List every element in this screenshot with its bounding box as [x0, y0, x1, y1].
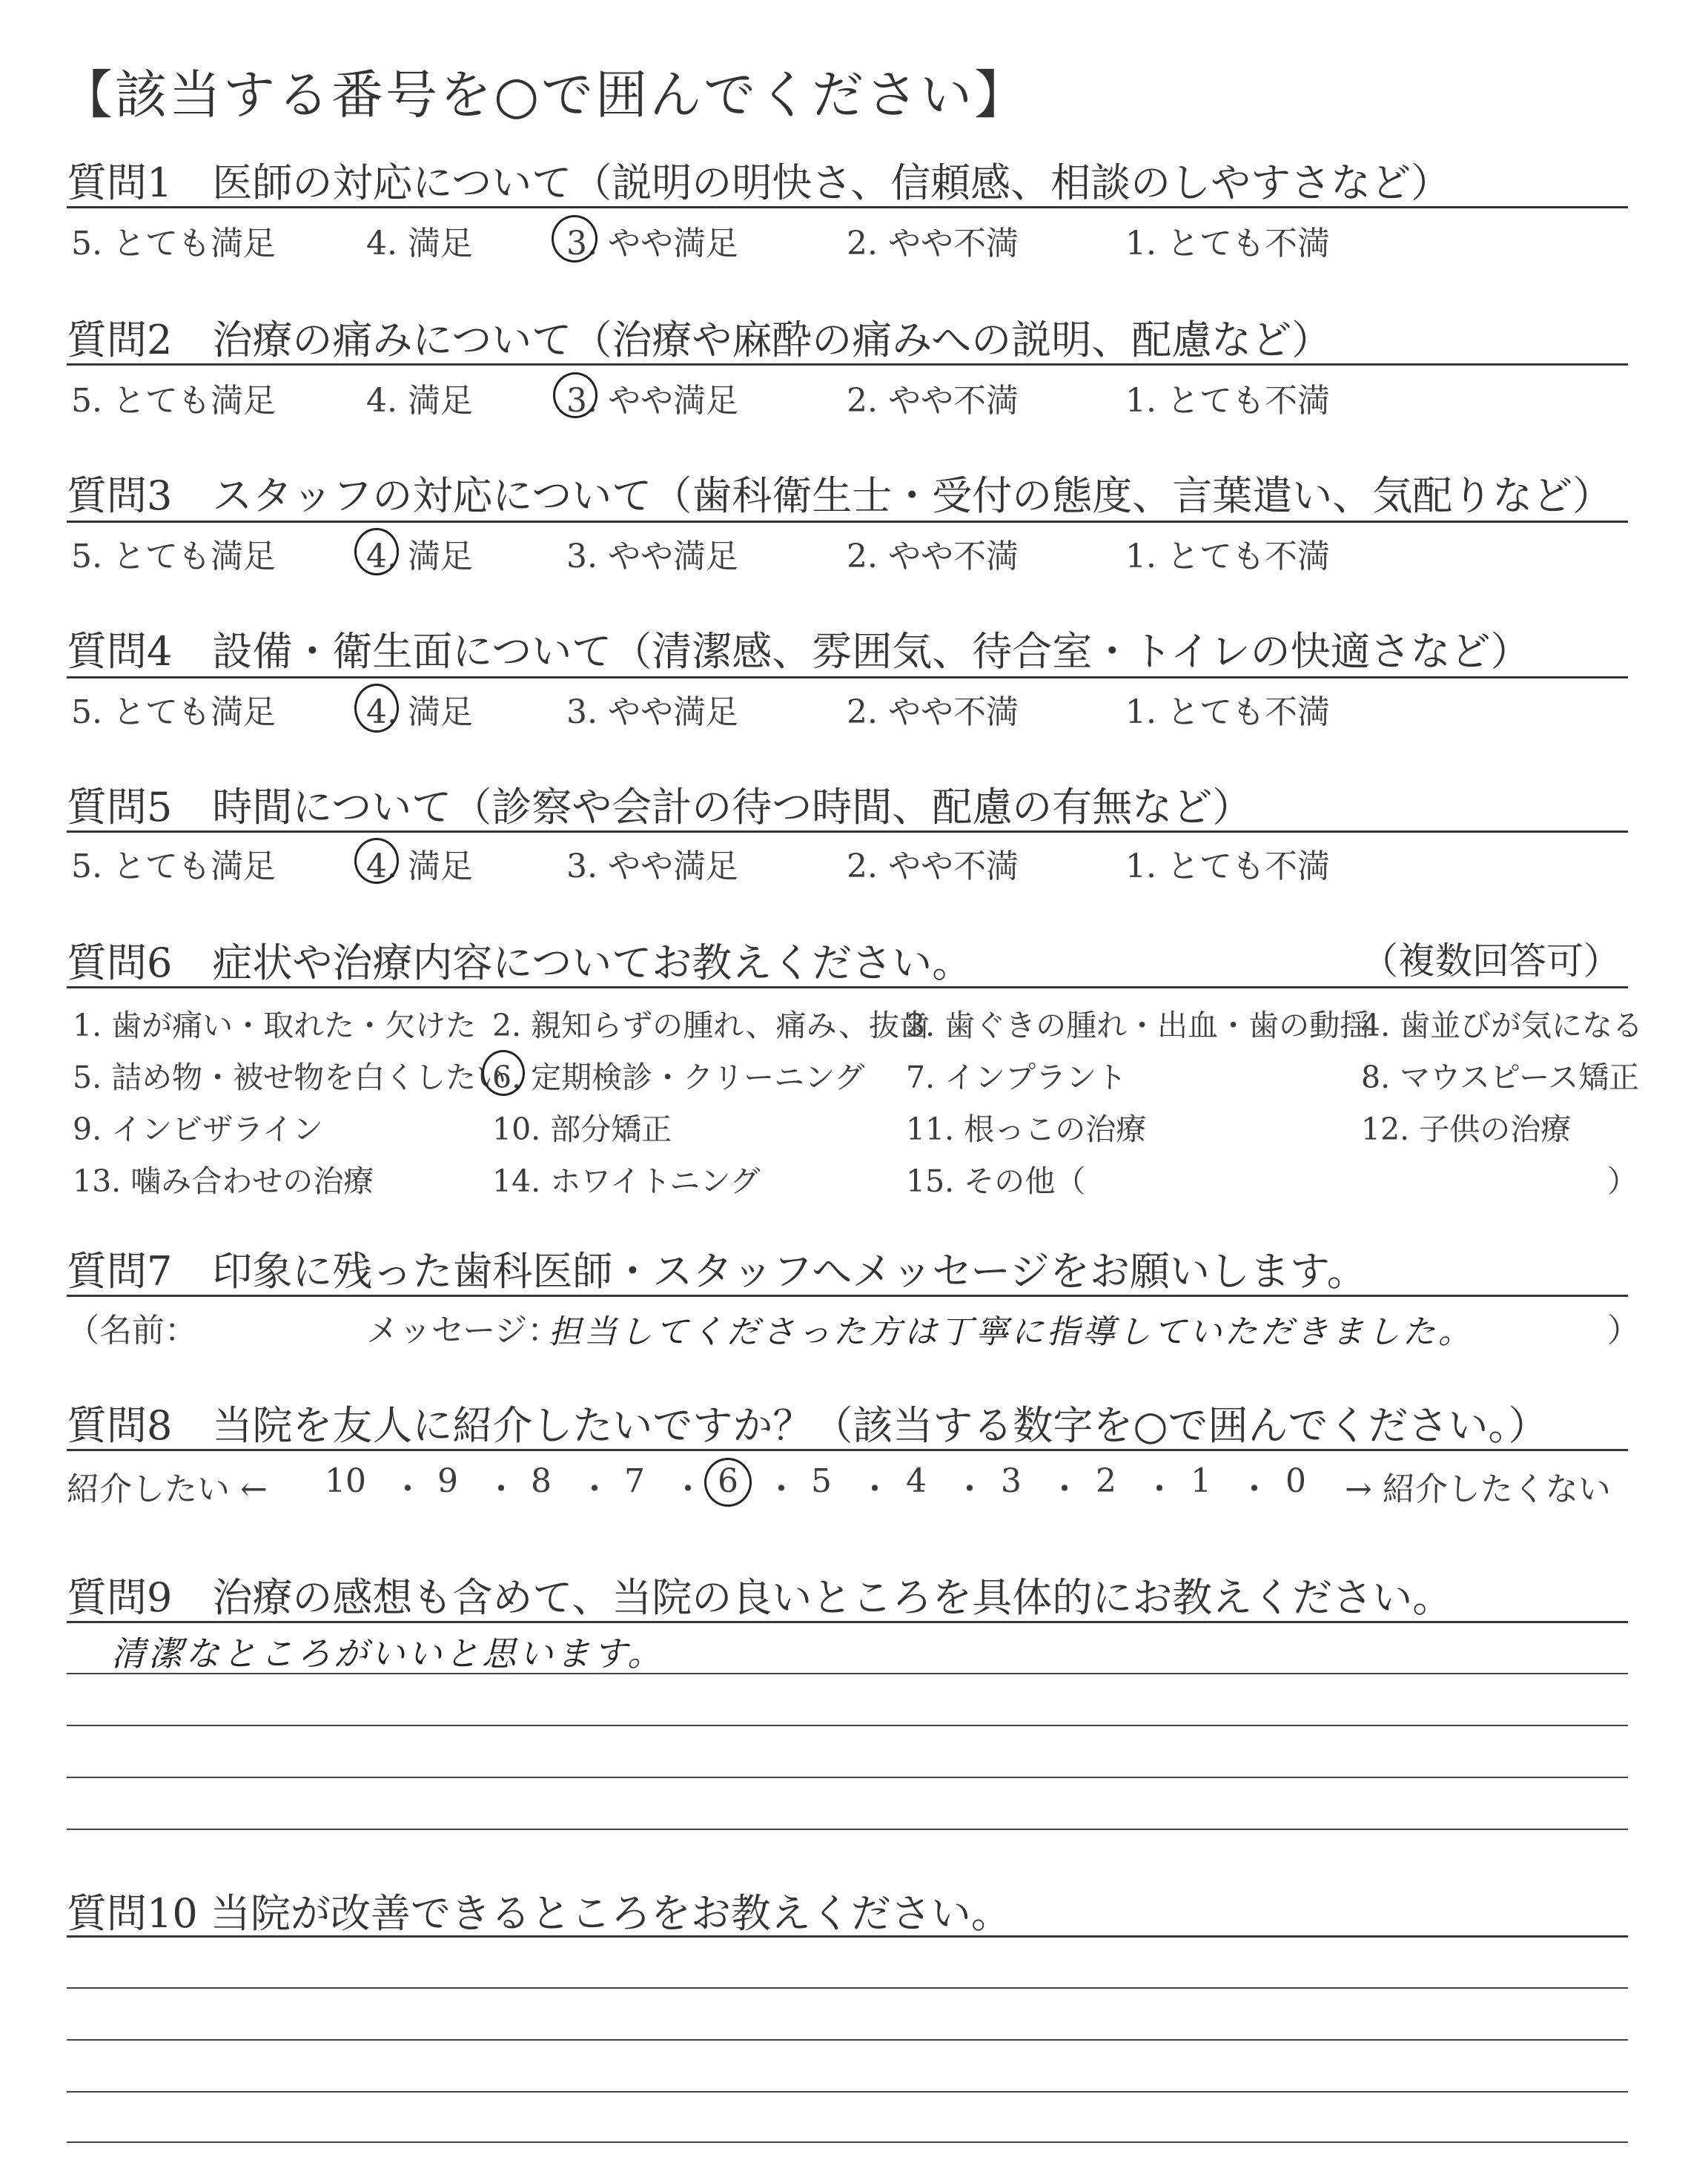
symptom-option-other[interactable]: 15. その他（ [906, 1163, 1086, 1199]
symptom-option[interactable]: 7. インプラント [906, 1060, 1128, 1095]
scale-7[interactable]: 7 [624, 1462, 645, 1500]
symptom-option[interactable]: 13. 噛み合わせの治療 [73, 1163, 374, 1199]
question-title: 質問7 印象に残った歯科医師・スタッフへメッセージをお願いします。 [67, 1248, 1367, 1295]
selection-circle [354, 684, 399, 733]
selection-circle [354, 528, 399, 575]
multiple-answers-note: （複数回答可） [1361, 939, 1621, 982]
option-3[interactable]: 3. やや満足 [566, 848, 738, 885]
selection-circle [553, 372, 598, 418]
symptom-option[interactable]: 4. 歯並びが気になる [1361, 1008, 1644, 1043]
selection-circle [482, 1050, 525, 1096]
option-5[interactable]: 5. とても満足 [71, 382, 276, 420]
scale-dot: ・ [765, 1470, 798, 1508]
recommend-left-label: 紹介したい ← [67, 1470, 268, 1508]
answer-line [67, 1829, 1628, 1830]
divider [67, 986, 1628, 988]
option-3[interactable]: 3. やや満足 [566, 538, 738, 575]
divider [67, 1449, 1628, 1451]
answer-line [67, 1987, 1628, 1989]
question-title: 質問10 当院が改善できるところをお教えください。 [67, 1890, 1011, 1937]
handwritten-message[interactable]: 担当してくださった方は丁寧に指導していただきました。 [549, 1313, 1474, 1351]
answer-line [67, 2039, 1628, 2041]
symptom-option[interactable]: 11. 根っこの治療 [906, 1112, 1147, 1147]
answer-line [67, 1725, 1628, 1726]
question-title: 質問3 スタッフの対応について（歯科衛生士・受付の態度、言葉遣い、気配りなど） [67, 472, 1613, 519]
question-title: 質問6 症状や治療内容についてお教えください。 [67, 939, 973, 986]
question-title: 質問9 治療の感想も含めて、当院の良いところを具体的にお教えください。 [67, 1574, 1453, 1621]
question-title: 質問5 時間について（診察や会計の待つ時間、配慮の有無など） [67, 784, 1253, 830]
symptom-option[interactable]: 14. ホワイトニング [492, 1163, 761, 1199]
symptom-option[interactable]: 2. 親知らずの腫れ、痛み、抜歯 [492, 1008, 930, 1043]
option-5[interactable]: 5. とても満足 [71, 693, 276, 731]
answer-line [67, 2141, 1628, 2143]
scale-dot: ・ [578, 1470, 611, 1508]
option-2[interactable]: 2. やや不満 [847, 693, 1019, 731]
symptom-option[interactable]: 6. 定期検診・クリーニング [492, 1060, 865, 1095]
recommend-right-label: → 紹介したくない [1345, 1470, 1611, 1508]
scale-8[interactable]: 8 [531, 1462, 552, 1500]
option-2[interactable]: 2. やや不満 [847, 225, 1019, 262]
answer-line [67, 2091, 1628, 2093]
divider [67, 1295, 1628, 1297]
symptom-option[interactable]: 3. 歯ぐきの腫れ・出血・歯の動揺 [906, 1008, 1371, 1043]
scale-5[interactable]: 5 [811, 1462, 832, 1500]
form-instruction-heading: 【該当する番号を○で囲んでください】 [61, 65, 1029, 125]
symptom-option[interactable]: 10. 部分矯正 [492, 1112, 672, 1147]
other-close-paren: ） [1607, 1163, 1638, 1199]
divider [67, 1935, 1628, 1938]
question-title: 質問8 当院を友人に紹介したいですか？（該当する数字を○で囲んでください。） [67, 1402, 1549, 1449]
divider [67, 1621, 1628, 1623]
option-4[interactable]: 4. 満足 [366, 848, 473, 885]
scale-dot: ・ [485, 1470, 517, 1508]
selection-circle [354, 838, 399, 884]
selection-circle [704, 1458, 752, 1507]
scale-dot: ・ [858, 1470, 891, 1508]
close-paren: ） [1607, 1312, 1640, 1350]
option-5[interactable]: 5. とても満足 [71, 225, 276, 262]
scale-0[interactable]: 0 [1285, 1462, 1306, 1500]
option-4[interactable]: 4. 満足 [366, 538, 473, 575]
scale-4[interactable]: 4 [906, 1462, 927, 1500]
option-4[interactable]: 4. 満足 [366, 382, 473, 420]
scale-6[interactable]: 6 [718, 1462, 738, 1500]
scale-10[interactable]: 10 [325, 1462, 366, 1500]
option-2[interactable]: 2. やや不満 [847, 848, 1019, 885]
option-1[interactable]: 1. とても不満 [1125, 693, 1330, 731]
option-5[interactable]: 5. とても満足 [71, 848, 276, 885]
answer-line [67, 1777, 1628, 1778]
symptom-option[interactable]: 5. 詰め物・被せ物を白くしたい [73, 1060, 507, 1095]
option-5[interactable]: 5. とても満足 [71, 538, 276, 575]
option-1[interactable]: 1. とても不満 [1125, 848, 1330, 885]
option-4[interactable]: 4. 満足 [366, 225, 473, 262]
question-title: 質問2 治療の痛みについて（治療や麻酔の痛みへの説明、配慮など） [67, 317, 1332, 363]
divider [67, 206, 1628, 208]
scale-3[interactable]: 3 [1001, 1462, 1022, 1500]
option-3[interactable]: 3. やや満足 [566, 382, 738, 420]
symptom-option[interactable]: 1. 歯が痛い・取れた・欠けた [73, 1008, 477, 1043]
selection-circle [552, 215, 598, 262]
message-label: メッセージ： [366, 1312, 560, 1350]
handwritten-answer[interactable]: 清潔なところがいいと思います。 [111, 1634, 665, 1674]
scale-dot: ・ [672, 1470, 704, 1508]
scale-dot: ・ [391, 1470, 424, 1508]
scale-dot: ・ [953, 1470, 986, 1508]
divider [67, 676, 1628, 678]
option-1[interactable]: 1. とても不満 [1125, 225, 1330, 262]
divider [67, 830, 1628, 833]
divider [67, 521, 1628, 523]
option-2[interactable]: 2. やや不満 [847, 382, 1019, 420]
scale-dot: ・ [1048, 1470, 1081, 1508]
divider [67, 363, 1628, 366]
scale-1[interactable]: 1 [1191, 1462, 1211, 1500]
scale-dot: ・ [1143, 1470, 1176, 1508]
option-3[interactable]: 3. やや満足 [566, 225, 738, 262]
option-2[interactable]: 2. やや不満 [847, 538, 1019, 575]
scale-dot: ・ [1238, 1470, 1271, 1508]
question-title: 質問1 医師の対応について（説明の明快さ、信頼感、相談のしやすさなど） [67, 159, 1452, 206]
symptom-option[interactable]: 9. インビザライン [73, 1112, 323, 1147]
symptom-option[interactable]: 8. マウスピース矯正 [1361, 1060, 1640, 1095]
question-title: 質問4 設備・衛生面について（清潔感、雰囲気、待合室・トイレの快適さなど） [67, 628, 1531, 675]
option-1[interactable]: 1. とても不満 [1125, 538, 1330, 575]
name-label: （名前： [67, 1312, 197, 1350]
answer-line [67, 1673, 1628, 1674]
scale-9[interactable]: 9 [437, 1462, 458, 1500]
option-1[interactable]: 1. とても不満 [1125, 382, 1330, 420]
option-3[interactable]: 3. やや満足 [566, 693, 738, 731]
scale-2[interactable]: 2 [1096, 1462, 1116, 1500]
symptom-option[interactable]: 12. 子供の治療 [1361, 1112, 1572, 1147]
option-4[interactable]: 4. 満足 [366, 693, 473, 731]
